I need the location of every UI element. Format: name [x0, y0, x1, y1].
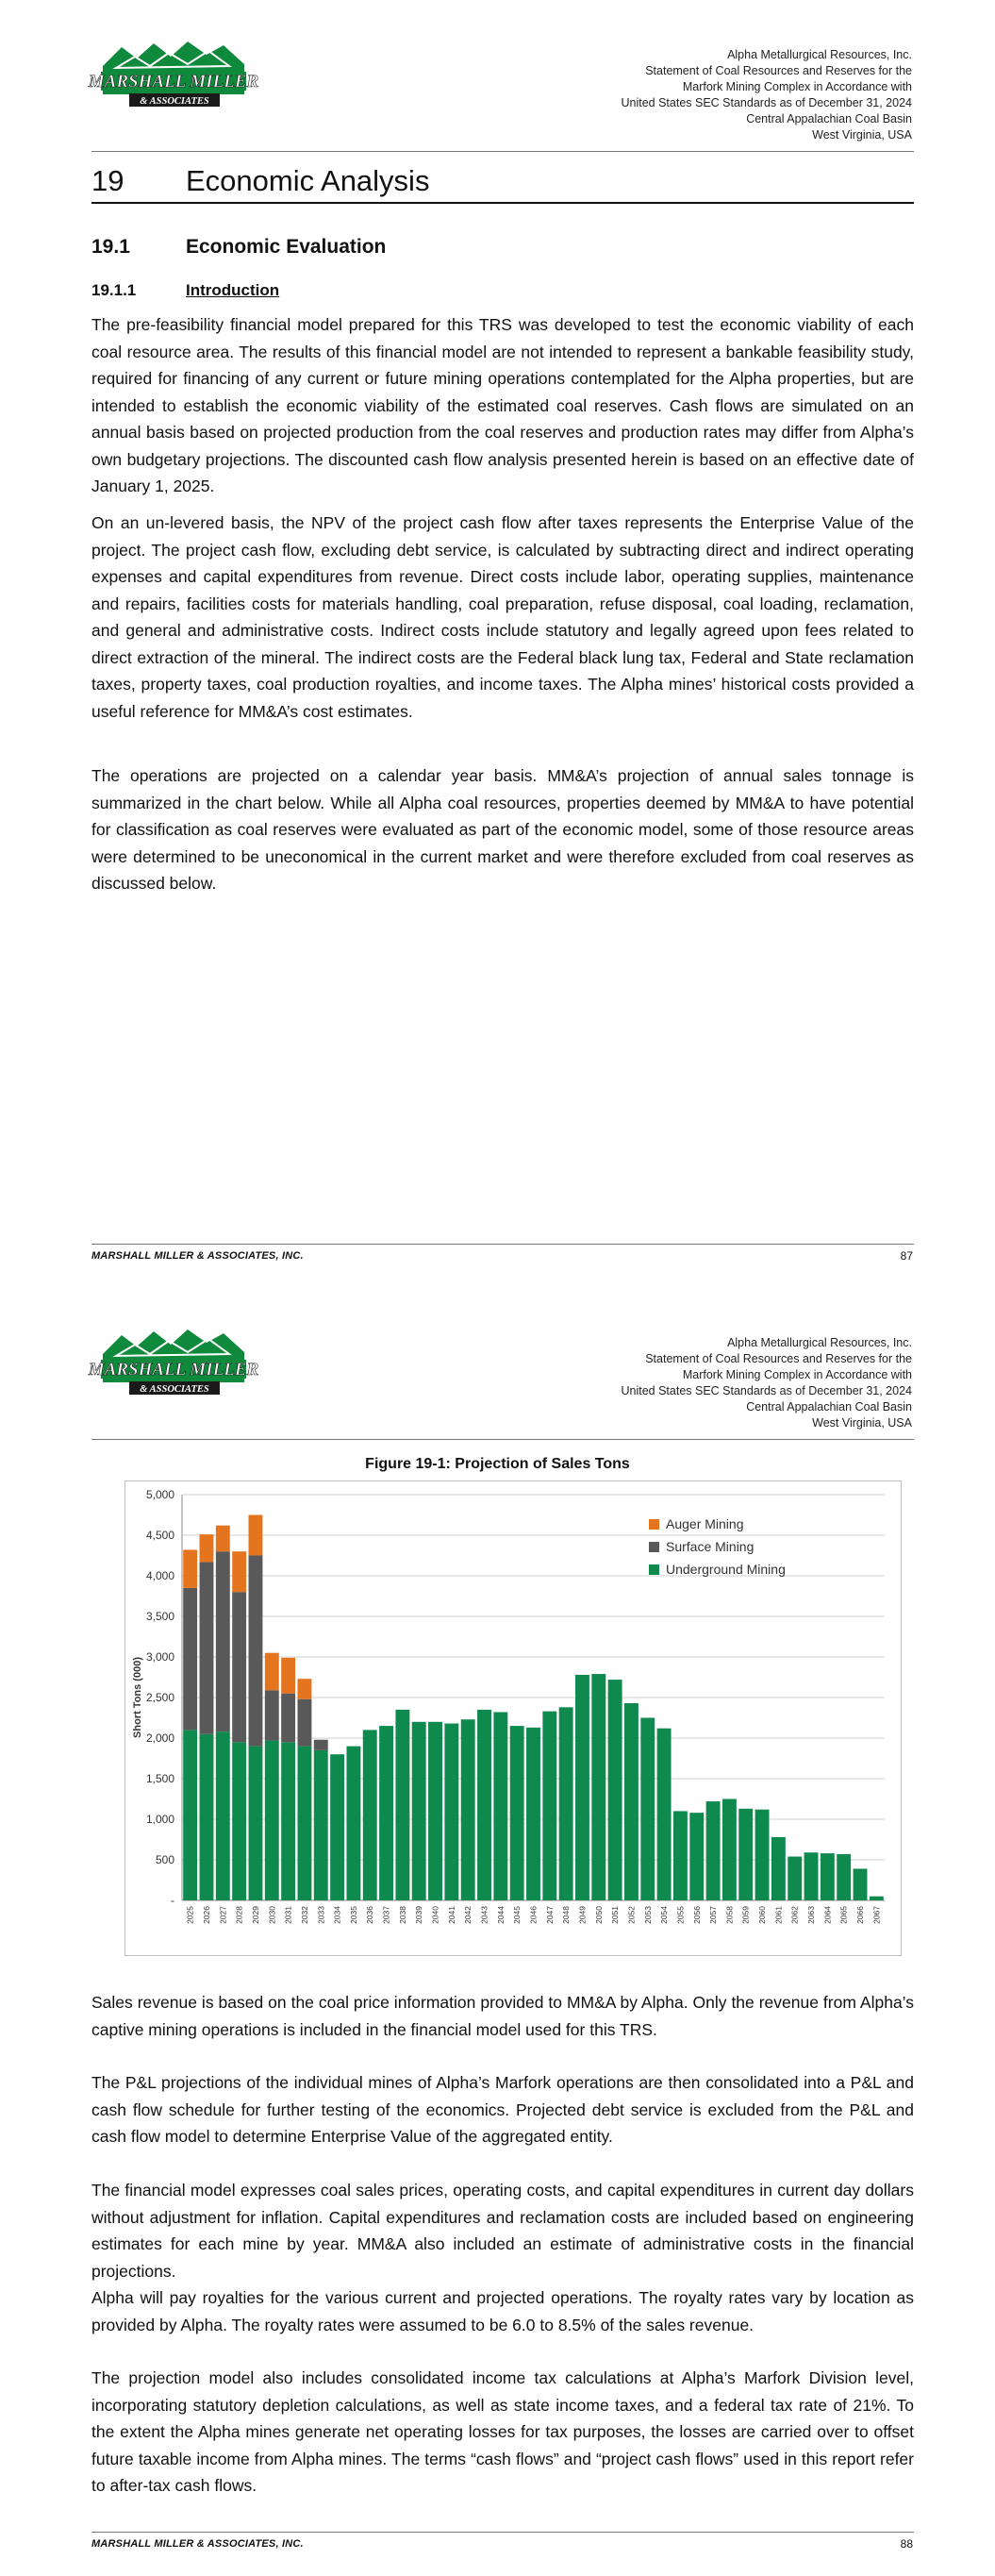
x-tick-label: 2042 [463, 1906, 473, 1924]
section-heading [91, 160, 914, 204]
footer-company: MARSHALL MILLER & ASSOCIATES, INC. [91, 1250, 304, 1262]
bar-auger-mining [297, 1679, 311, 1699]
bar-underground-mining [673, 1811, 688, 1900]
y-tick-label: 1,500 [145, 1772, 174, 1785]
legend-swatch [649, 1519, 659, 1530]
bar-underground-mining [755, 1810, 770, 1900]
body-paragraph: The projection model also includes consolidated income tax calculations at Alpha’s Marfork Division level, incorporating statutory depletion calculations, as well as state income taxes, and a federal tax rate of 21%. To the extent the Alpha mines generate net operating losses for tax purposes, the losses are carried over to offset future taxable income from Alpha mines. The terms “cash flows” and “project cash flows” used in this report refer to after-tax cash flows. [91, 2368, 914, 2495]
x-tick-label: 2056 [691, 1906, 702, 1924]
bar-underground-mining [640, 1718, 655, 1901]
y-tick-label: - [171, 1894, 174, 1907]
bar-underground-mining [265, 1741, 279, 1900]
page-number: 88 [900, 2537, 913, 2551]
x-tick-label: 2057 [708, 1906, 719, 1924]
legend-swatch [649, 1564, 659, 1575]
bar-underground-mining [249, 1747, 263, 1900]
bar-underground-mining [837, 1854, 851, 1900]
body-paragraph: The pre-feasibility financial model prepared for this TRS was developed to test the economic viability of each coal resource area. The results of this financial model are not intended to represent a bankable feasibility study, required for financing of any current or future mining operations contemplated for the Alpha properties, but are intended to establish the economic viability of the estimated coal reserves. Cash flows are simulated on an annual basis based on projected production from the coal reserves and production rates may differ from Alpha’s own budgetary projections. The discounted cash flow analysis presented herein is based on an effective date of January 1, 2025. [91, 315, 914, 495]
header-line: United States SEC Standards as of December 31, 2024 [621, 96, 912, 109]
subsection-title: Economic Evaluation [186, 236, 387, 258]
bar-auger-mining [265, 1653, 279, 1691]
x-tick-label: 2028 [234, 1906, 244, 1924]
bar-underground-mining [575, 1675, 589, 1900]
page-header [621, 47, 912, 143]
subsection-heading [91, 236, 387, 259]
header-line: Marfork Mining Complex in Accordance with [682, 80, 912, 93]
bar-surface-mining [200, 1562, 214, 1733]
header-line: Central Appalachian Coal Basin [746, 112, 912, 125]
sales-tons-chart-frame [124, 1480, 902, 1956]
header-line: United States SEC Standards as of December 31, 2024 [621, 1384, 912, 1397]
bar-auger-mining [216, 1526, 230, 1552]
x-tick-label: 2036 [365, 1906, 375, 1924]
x-tick-label: 2052 [626, 1906, 637, 1924]
bar-underground-mining [854, 1868, 868, 1900]
page-number: 87 [900, 1249, 913, 1263]
logo-text-main: MARSHALL MILLER [88, 1360, 259, 1380]
y-axis-label: Short Tons (000) [132, 1657, 143, 1738]
x-tick-label: 2064 [822, 1906, 833, 1924]
bar-underground-mining [689, 1813, 704, 1900]
bar-underground-mining [281, 1742, 295, 1900]
bar-surface-mining [265, 1690, 279, 1740]
header-line: Alpha Metallurgical Resources, Inc. [727, 1336, 912, 1349]
header-line: West Virginia, USA [812, 1416, 912, 1430]
header-line: Statement of Coal Resources and Reserves for the [645, 1352, 912, 1365]
x-tick-label: 2060 [757, 1906, 768, 1924]
x-tick-label: 2037 [381, 1906, 391, 1924]
x-tick-label: 2033 [316, 1906, 326, 1924]
x-tick-label: 2041 [446, 1906, 456, 1924]
bar-auger-mining [200, 1534, 214, 1562]
x-tick-label: 2066 [855, 1906, 866, 1924]
x-tick-label: 2043 [479, 1906, 489, 1924]
x-tick-label: 2038 [397, 1906, 407, 1924]
x-tick-label: 2044 [495, 1906, 506, 1924]
bar-auger-mining [249, 1515, 263, 1556]
bar-underground-mining [477, 1710, 491, 1900]
header-divider [91, 1439, 914, 1440]
body-paragraph: The financial model expresses coal sales prices, operating costs, and capital expenditures in current day dollars without adjustment for inflation. Capital expenditures and reclamation costs are included based on engineering estimates for each mine by year. MM&A also included an estimate of administrative costs in the financial projections. [91, 2181, 914, 2281]
bar-surface-mining [297, 1699, 311, 1747]
legend-label: Underground Mining [666, 1562, 786, 1577]
x-tick-label: 2025 [185, 1906, 195, 1924]
x-tick-label: 2055 [675, 1906, 686, 1924]
x-tick-label: 2046 [528, 1906, 539, 1924]
bar-underground-mining [771, 1837, 786, 1900]
x-tick-label: 2034 [332, 1906, 342, 1924]
x-tick-label: 2030 [267, 1906, 277, 1924]
legend-swatch [649, 1542, 659, 1552]
sales-tons-chart [125, 1481, 901, 1955]
logo-text-sub: & ASSOCIATES [140, 96, 209, 107]
footer-divider [91, 1244, 914, 1245]
y-tick-label: 500 [155, 1853, 174, 1866]
legend-label: Auger Mining [666, 1516, 744, 1531]
bar-surface-mining [183, 1588, 197, 1731]
bar-underground-mining [379, 1726, 393, 1900]
bar-underground-mining [395, 1710, 409, 1900]
x-tick-label: 2048 [561, 1906, 572, 1924]
body-paragraph: The operations are projected on a calendar year basis. MM&A’s projection of annual sales tonnage is summarized in the chart below. While all Alpha coal resources, properties deemed by MM&A to have potential for classification as coal reserves were evaluated as part of the economic model, some of those resource areas were determined to be uneconomical in the current market and were therefore excluded from coal reserves as discussed below. [91, 766, 914, 893]
bar-underground-mining [738, 1809, 753, 1900]
y-tick-label: 3,500 [145, 1610, 174, 1623]
bar-underground-mining [346, 1747, 360, 1900]
bar-underground-mining [526, 1728, 540, 1900]
x-tick-label: 2049 [577, 1906, 588, 1924]
bar-surface-mining [249, 1556, 263, 1747]
bar-underground-mining [493, 1712, 507, 1900]
section-number: 19 [91, 164, 124, 197]
legend-label: Surface Mining [666, 1539, 755, 1554]
x-tick-label: 2053 [642, 1906, 653, 1924]
x-tick-label: 2062 [789, 1906, 800, 1924]
body-paragraph: The P&L projections of the individual mines of Alpha’s Marfork operations are then consolidated into a P&L and cash flow schedule for further testing of the economics. Projected debt service is excluded from the P&L and cash flow model to determine Enterprise Value of the aggregated entity. [91, 2073, 914, 2146]
subsection-number: 19.1 [91, 236, 130, 258]
bar-underground-mining [330, 1754, 344, 1900]
x-tick-label: 2031 [283, 1906, 293, 1924]
x-tick-label: 2063 [806, 1906, 817, 1924]
bar-auger-mining [183, 1549, 197, 1587]
y-tick-label: 2,500 [145, 1691, 174, 1704]
header-line: West Virginia, USA [812, 128, 912, 142]
bar-underground-mining [542, 1712, 556, 1900]
x-tick-label: 2032 [299, 1906, 309, 1924]
x-tick-label: 2058 [724, 1906, 735, 1924]
x-tick-label: 2050 [593, 1906, 604, 1924]
logo-text-main: MARSHALL MILLER [88, 72, 259, 92]
bar-underground-mining [804, 1852, 819, 1900]
header-divider [91, 151, 914, 152]
x-tick-label: 2035 [348, 1906, 358, 1924]
subsubsection-title: Introduction [186, 281, 280, 299]
bar-underground-mining [870, 1897, 884, 1900]
x-tick-label: 2027 [218, 1906, 228, 1924]
bar-underground-mining [788, 1857, 802, 1900]
bar-auger-mining [281, 1658, 295, 1694]
logo-text-sub: & ASSOCIATES [140, 1384, 209, 1395]
bar-underground-mining [624, 1703, 638, 1900]
x-tick-label: 2045 [512, 1906, 522, 1924]
bar-underground-mining [510, 1726, 524, 1900]
figure-title: Figure 19-1: Projection of Sales Tons [365, 1456, 630, 1472]
bar-underground-mining [608, 1680, 622, 1900]
subsubsection-heading [91, 281, 280, 300]
y-tick-label: 3,000 [145, 1650, 174, 1664]
x-tick-label: 2047 [544, 1906, 555, 1924]
x-tick-label: 2065 [838, 1906, 849, 1924]
bar-underground-mining [722, 1799, 737, 1901]
x-tick-label: 2051 [610, 1906, 621, 1924]
bar-underground-mining [232, 1742, 246, 1900]
bar-surface-mining [314, 1740, 328, 1750]
bar-underground-mining [657, 1729, 672, 1900]
bar-surface-mining [281, 1694, 295, 1743]
x-tick-label: 2061 [773, 1906, 784, 1924]
x-tick-label: 2026 [201, 1906, 211, 1924]
bar-underground-mining [428, 1722, 442, 1900]
section-title: Economic Analysis [186, 164, 430, 197]
header-line: Central Appalachian Coal Basin [746, 1400, 912, 1413]
bar-underground-mining [559, 1707, 573, 1900]
footer-company: MARSHALL MILLER & ASSOCIATES, INC. [91, 2538, 304, 2550]
header-line: Alpha Metallurgical Resources, Inc. [727, 48, 912, 61]
company-logo [88, 1328, 259, 1401]
page-header [621, 1335, 912, 1431]
page-88 [0, 1288, 995, 2576]
header-line: Statement of Coal Resources and Reserves for the [645, 64, 912, 77]
bar-underground-mining [461, 1719, 475, 1900]
x-tick-label: 2059 [740, 1906, 751, 1924]
bar-underground-mining [200, 1734, 214, 1900]
subsubsection-number: 19.1.1 [91, 281, 137, 299]
bar-underground-mining [297, 1747, 311, 1900]
x-tick-label: 2039 [414, 1906, 424, 1924]
x-tick-label: 2040 [430, 1906, 440, 1924]
bar-underground-mining [706, 1801, 721, 1900]
bar-surface-mining [216, 1551, 230, 1731]
y-tick-label: 4,000 [145, 1569, 174, 1582]
y-tick-label: 4,500 [145, 1529, 174, 1542]
bar-underground-mining [444, 1724, 458, 1900]
x-tick-label: 2029 [250, 1906, 260, 1924]
header-line: Marfork Mining Complex in Accordance with [682, 1368, 912, 1381]
bar-underground-mining [821, 1853, 835, 1900]
bar-underground-mining [412, 1722, 426, 1900]
y-tick-label: 1,000 [145, 1813, 174, 1826]
bar-auger-mining [232, 1551, 246, 1592]
y-tick-label: 5,000 [145, 1488, 174, 1501]
footer-divider [91, 2532, 914, 2533]
bar-underground-mining [216, 1731, 230, 1900]
bar-underground-mining [591, 1674, 605, 1900]
y-tick-label: 2,000 [145, 1731, 174, 1745]
body-paragraph: On an un-levered basis, the NPV of the project cash flow after taxes represents the Enterprise Value of the project. The project cash flow, excluding debt service, is calculated by subtracting direct and indirect operating expenses and capital expenditures from revenue. Direct costs include labor, operating supplies, maintenance and repairs, facilities costs for materials handling, coal preparation, refuse disposal, coal loading, reclamation, and general and administrative costs. Indirect costs include statutory and legally agreed upon fees related to direct extraction of the mineral. The indirect costs are the Federal black lung tax, Federal and State reclamation taxes, property taxes, coal production royalties, and income taxes. The Alpha mines’ historical costs provided a useful reference for MM&A’s cost estimates. [91, 513, 914, 721]
company-logo [88, 40, 259, 113]
bar-underground-mining [183, 1730, 197, 1900]
body-paragraph: Alpha will pay royalties for the various current and projected operations. The royalty rates vary by location as provided by Alpha. The royalty rates were assumed to be 6.0 to 8.5% of the sales revenue. [91, 2288, 914, 2334]
bar-underground-mining [363, 1730, 377, 1900]
bar-surface-mining [232, 1592, 246, 1742]
x-tick-label: 2067 [871, 1906, 882, 1924]
bar-underground-mining [314, 1750, 328, 1900]
x-tick-label: 2054 [659, 1906, 670, 1924]
body-paragraph: Sales revenue is based on the coal price information provided to MM&A by Alpha. Only the revenue from Alpha’s captive mining operations is included in the financial model used for this TRS. [91, 1993, 914, 2039]
